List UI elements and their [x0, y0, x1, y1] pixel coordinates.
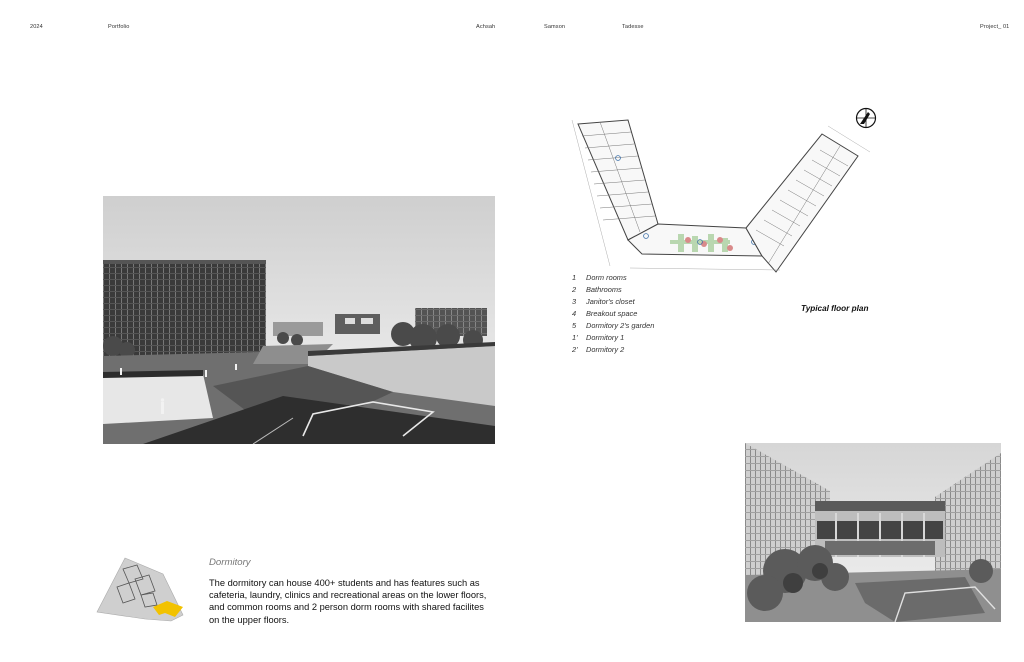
floor-plan-caption: Typical floor plan: [801, 304, 869, 313]
typical-floor-plan-drawing: [570, 106, 880, 276]
dormitory-exterior-render: [103, 196, 495, 444]
legend-item: 1' Dormitory 1: [572, 333, 625, 342]
courtyard-render: [745, 443, 1001, 622]
legend-item: 1 Dorm rooms: [572, 273, 627, 282]
header-year: 2024: [30, 24, 43, 30]
legend-item: 3 Janitor's closet: [572, 297, 635, 306]
north-arrow-icon: [857, 109, 876, 128]
header-name-first: Achsah: [476, 24, 496, 30]
legend-item: 2' Dormitory 2: [572, 345, 625, 354]
header-name-middle: Samson: [544, 24, 566, 30]
header-section: Portfolio: [108, 24, 130, 30]
header-project: Project_ 01: [980, 24, 1010, 30]
legend-item: 5 Dormitory 2's garden: [572, 321, 655, 330]
site-plan-diagram: [95, 555, 195, 625]
floor-plan-legend: [572, 272, 654, 356]
project-description: The dormitory can house 400+ students and has features such as cafeteria, laundry, clinics and recreational areas on the lower floors, and common rooms and 2 person dorm rooms with shared facilites on the upper floors.: [209, 578, 487, 625]
legend-item: 4 Breakout space: [572, 309, 638, 318]
header-name-last: Tadesse: [622, 24, 644, 30]
legend-item: 2 Bathrooms: [572, 285, 622, 294]
project-subtitle: Dormitory: [209, 557, 251, 568]
